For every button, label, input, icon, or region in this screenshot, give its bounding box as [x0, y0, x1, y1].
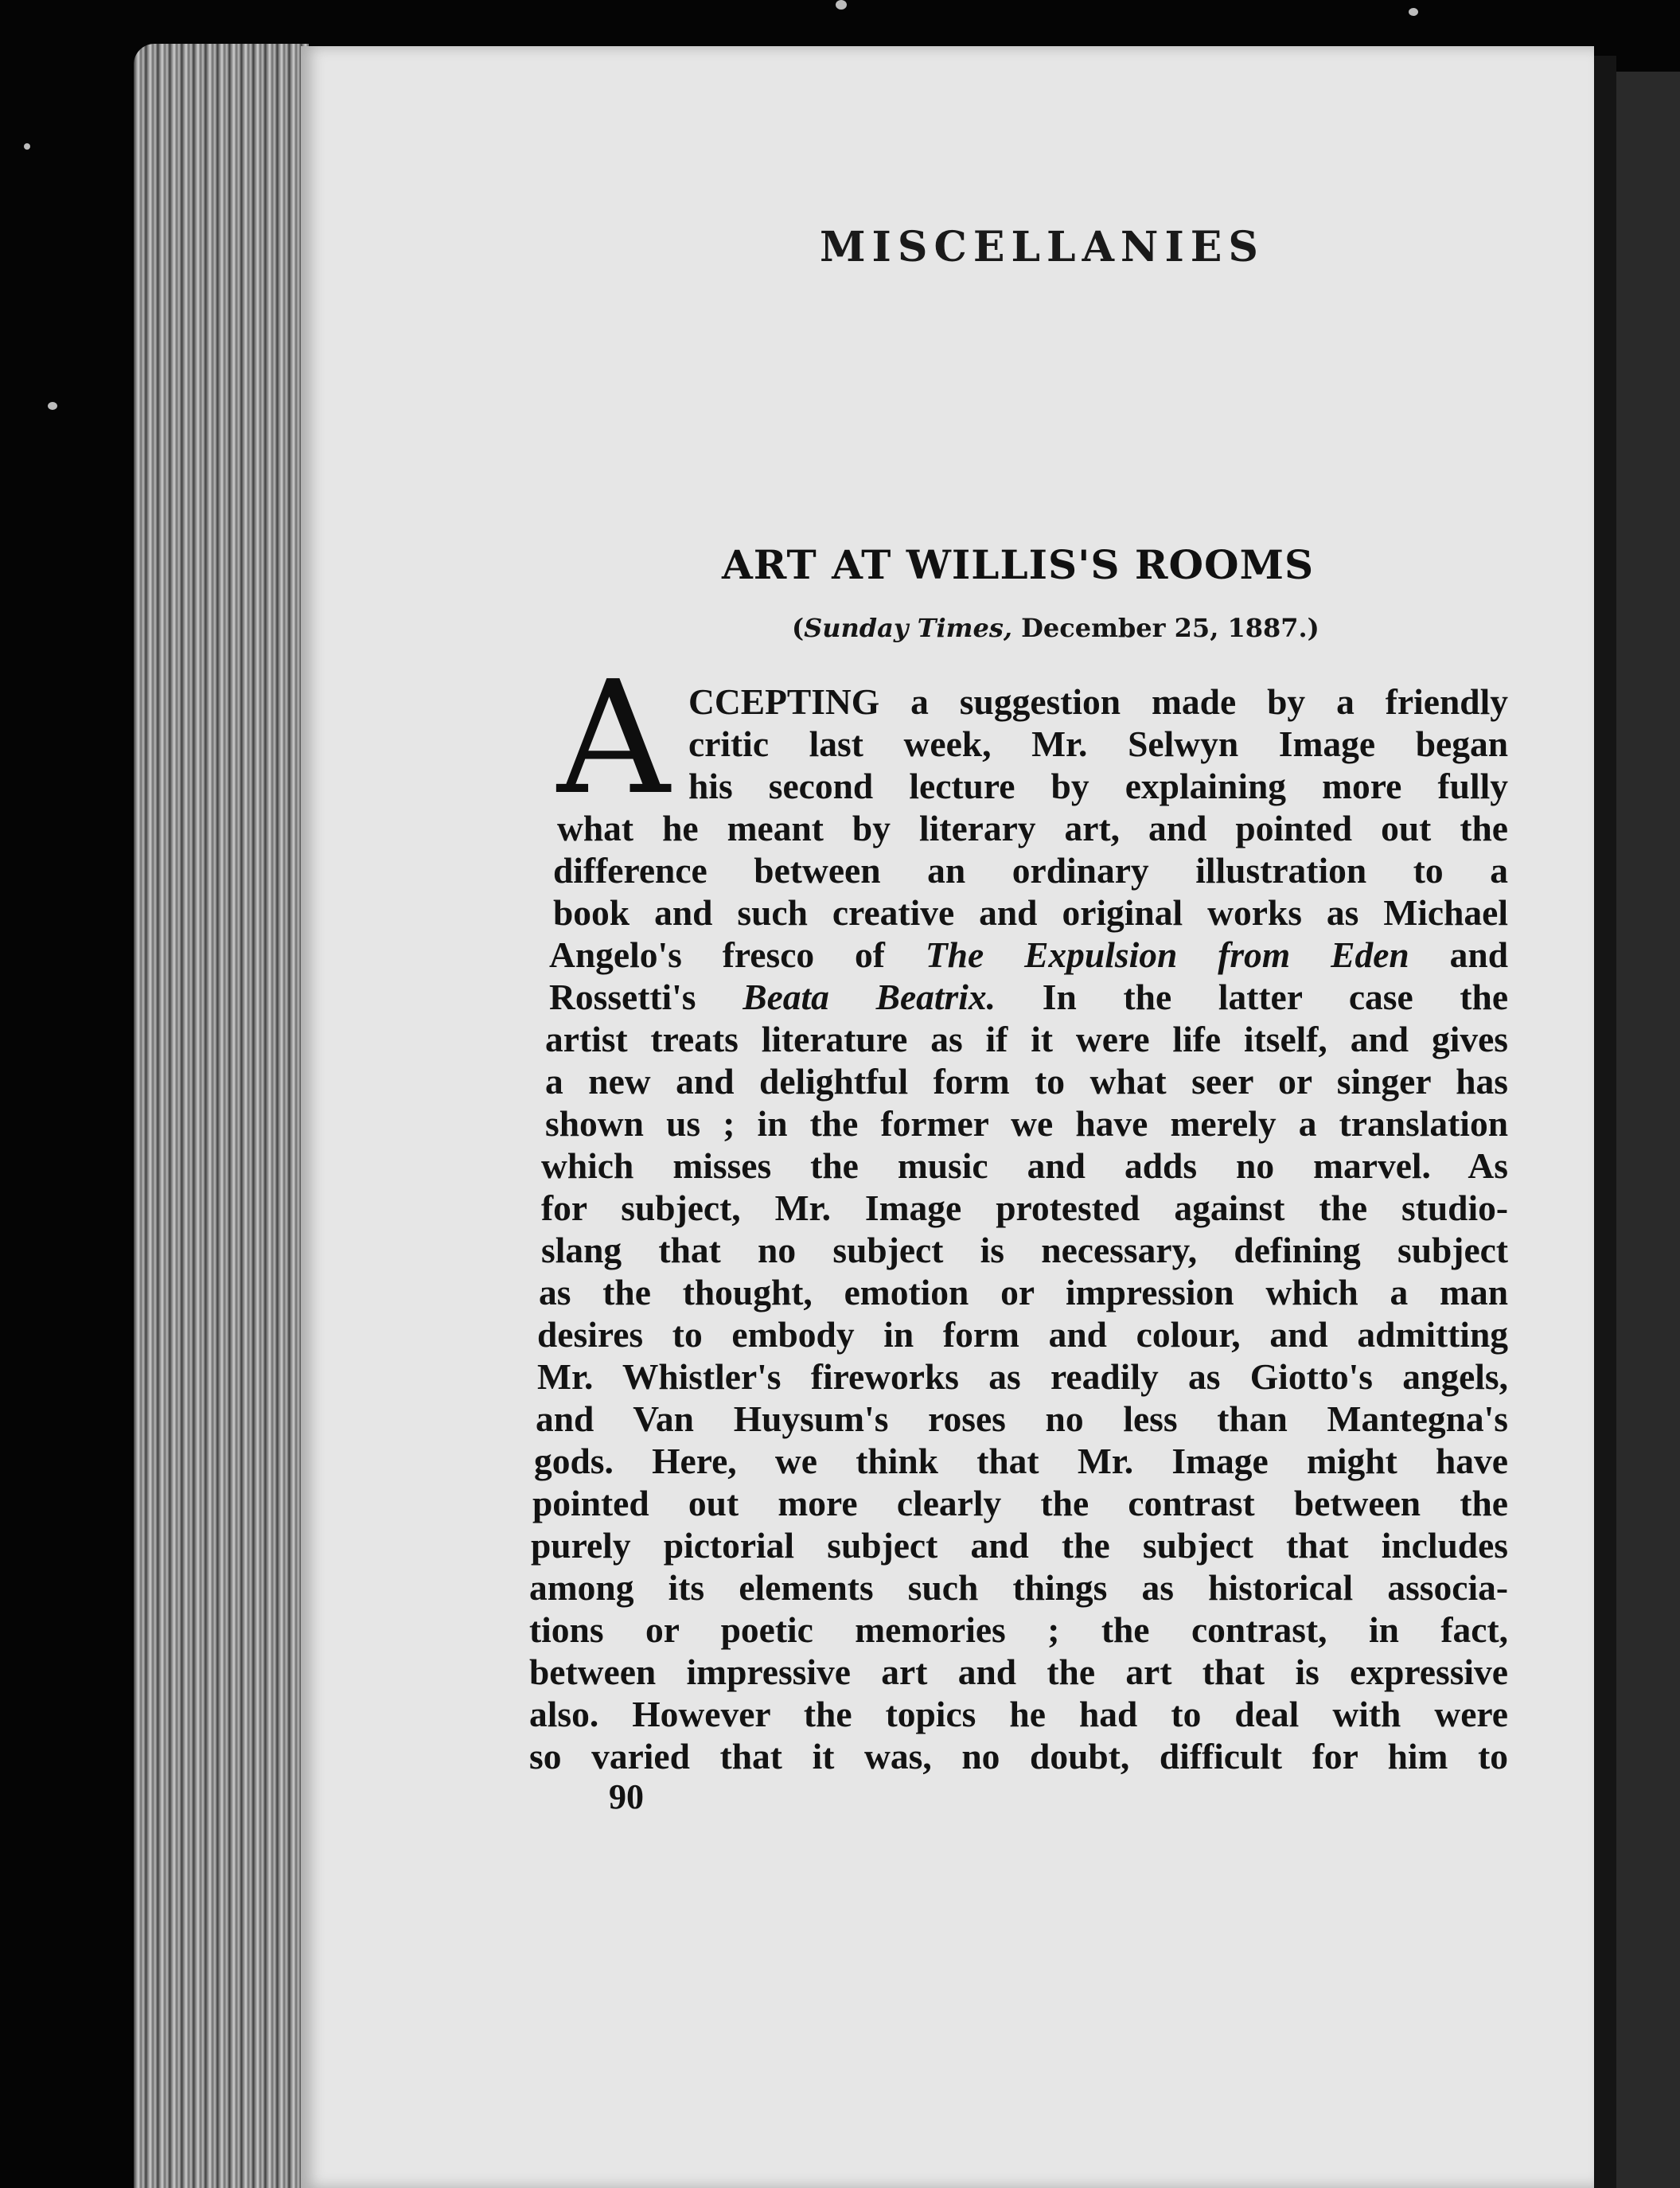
text-line: pointed out more clearly the contrast between the: [532, 1483, 1508, 1523]
text-line: his second lecture by explaining more fully: [688, 766, 1508, 806]
gutter-shadow: [1594, 56, 1616, 2188]
facing-page-edge: [1616, 72, 1680, 2188]
source-date: December 25, 1887.): [1012, 613, 1319, 643]
text-line: a new and delightful form to what seer or singer has: [545, 1061, 1508, 1102]
article-title: ART AT WILLIS'S ROOMS: [722, 541, 1315, 588]
artwork-title: The Expulsion from Eden: [925, 934, 1409, 975]
dust-speck: [48, 402, 57, 410]
text-line: so varied that it was, no doubt, difficult for him to: [529, 1736, 1508, 1777]
text-line: which misses the music and adds no marvel. As: [541, 1145, 1508, 1186]
running-head: MISCELLANIES: [820, 223, 1265, 271]
text-line: difference between an ordinary illustration to a: [553, 850, 1508, 891]
dust-speck: [24, 143, 30, 150]
text-line: slang that no subject is necessary, defining subject: [541, 1230, 1508, 1270]
source-open-paren: (: [792, 613, 805, 643]
text-line: what he meant by literary art, and pointed out the: [557, 808, 1508, 848]
text-segment: and: [1449, 934, 1509, 975]
text-line: book and such creative and original works as Michael: [553, 892, 1508, 933]
text-segment: Angelo's fresco of: [549, 934, 885, 975]
text-line: artist treats literature as if it were life itself, and gives: [545, 1019, 1508, 1059]
dust-speck: [1409, 8, 1418, 16]
artwork-title: Beata Beatrix.: [743, 977, 996, 1017]
article-source: [792, 613, 1319, 643]
text-line: between impressive art and the art that is expressive: [529, 1652, 1508, 1692]
page-stack-edge: [134, 44, 309, 2188]
text-line: also. However the topics he had to deal with were: [529, 1694, 1508, 1734]
text-line: Mr. Whistler's fireworks as readily as Giotto's angels,: [537, 1356, 1508, 1397]
text-line: critic last week, Mr. Selwyn Image began: [688, 723, 1508, 764]
page-number: 90: [609, 1777, 644, 1816]
text-line: among its elements such things as historical associa-: [529, 1567, 1508, 1608]
text-line: CCEPTING a suggestion made by a friendly: [688, 681, 1508, 722]
text-line: shown us ; in the former we have merely a translation: [545, 1103, 1508, 1144]
text-line: as the thought, emotion or impression which a man: [539, 1272, 1508, 1312]
text-line: gods. Here, we think that Mr. Image might have: [534, 1441, 1508, 1481]
text-line: for subject, Mr. Image protested against the studio-: [541, 1188, 1508, 1228]
text-line: tions or poetic memories ; the contrast, in fact,: [529, 1609, 1508, 1650]
source-publication: Sunday Times,: [804, 613, 1012, 643]
text-line: and Van Huysum's roses no less than Mantegna's: [536, 1398, 1508, 1439]
text-line: purely pictorial subject and the subject that includes: [531, 1525, 1508, 1566]
dust-speck: [836, 0, 847, 10]
text-segment: In the latter case the: [1042, 977, 1509, 1017]
text-segment: Rossetti's: [549, 977, 696, 1017]
drop-cap: A: [557, 648, 670, 829]
text-line: [549, 934, 1508, 978]
text-line: [549, 976, 1508, 1020]
text-line: desires to embody in form and colour, and admitting: [537, 1314, 1508, 1355]
